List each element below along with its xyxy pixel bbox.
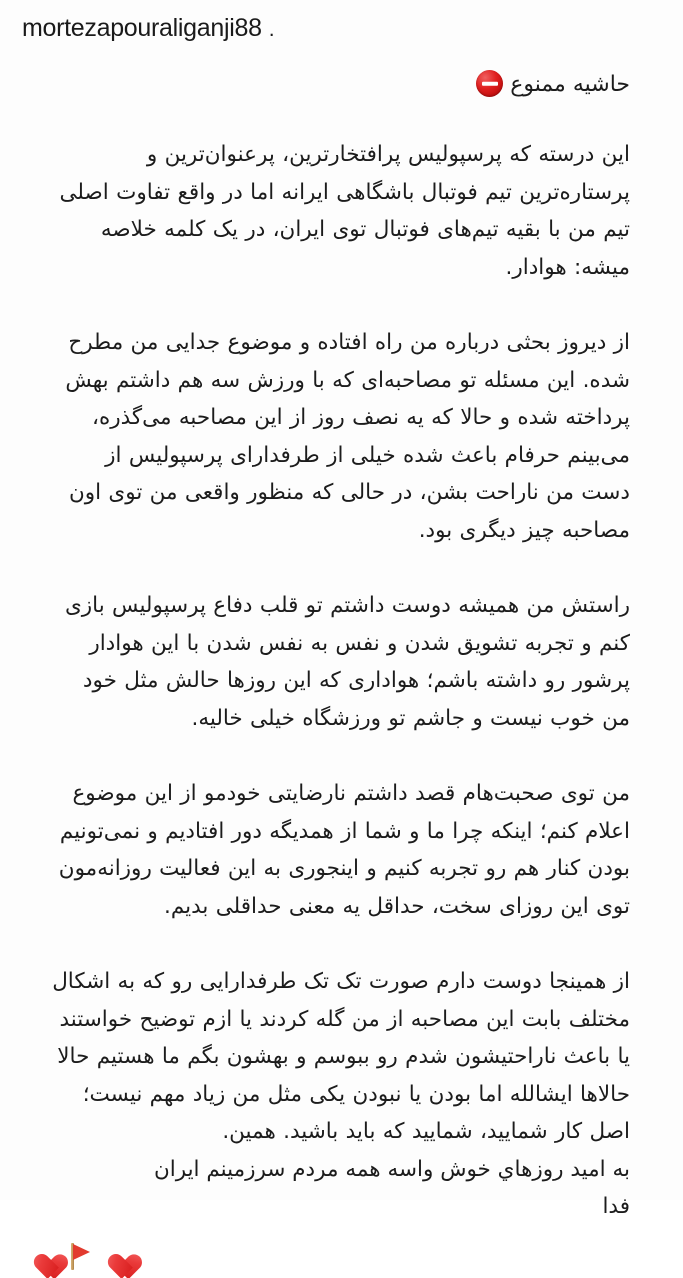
no-entry-icon <box>476 70 503 97</box>
username-label[interactable]: mortezapouraliganji88 <box>22 14 262 42</box>
title-spacer <box>50 102 630 136</box>
post-body <box>0 68 683 1226</box>
closing-line-1: به امید روزهاي خوش واسه همه مردم سرزمینم ایران <box>153 1156 630 1182</box>
username-suffix: . <box>268 18 275 41</box>
paragraph-3: راستش من همیشه دوست داشتم تو قلب دفاع پرسپولیس بازی کنم و تجربه تشویق شدن و نفس به نفس شدن با این هوادار پرشور رو داشته باشم؛ هواداری که این روزها حالش مثل خود من خوب نیست و جاشم تو ورزشگاه خیلی خالیه. <box>64 593 630 731</box>
footer-emoji-row <box>0 1226 683 1272</box>
post-header <box>0 0 683 44</box>
closing-line-2: فدا <box>602 1194 630 1219</box>
red-heart-icon <box>28 1242 58 1270</box>
flag-cloth <box>73 1244 90 1260</box>
paragraph-5: از همینجا دوست دارم صورت تک تک طرفدارایی رو که به اشکال مختلف بابت این مصاحبه از من گله کردند یا ازم توضیح خواستند یا باعث ناراحتیشون شدم رو ببوسم و بهشون بگم ما هستیم حالا حالاها ایشالله اما بودن یا نبودن یکی مثل من زیاد مهم نیست؛ اصل کار شمایید، شمایید که باید باشید. همین. <box>52 969 630 1144</box>
triangular-flag-icon <box>67 1241 93 1271</box>
paragraph-1: این درسته که پرسپولیس پرافتخارترین، پرعنوان‌ترین و پرستاره‌ترین تیم فوتبال باشگاهی ایرانه اما در واقع تفاوت اصلی تیم من با بقیه تیم‌های فوتبال توی ایران، در یک کلمه خلاصه میشه: هوادار. <box>59 142 630 280</box>
paragraph-2: از دیروز بحثی درباره من راه افتاده و موضوع جدایی من مطرح شده. این مسئله تو مصاحبه‌ای که با ورزش سه هم داشتم بهش پرداخته شده و حالا که یه نصف روز از این مصاحبه می‌گذره، می‌بینم حرفام باعث شده خیلی از طرفدارای پرسپولیس از دست من ناراحت بشن، در حالی که منظور واقعی من توی اون مصاحبه چیز دیگری بود. <box>65 330 630 543</box>
paragraph-4: من توی صحبت‌هام قصد داشتم نارضایتی خودمو از این موضوع اعلام کنم؛ اینکه چرا ما و شما از همدیگه دور افتادیم و نمی‌تونیم بودن کنار هم رو تجربه کنیم و اینجوری به این فعالیت روزانه‌مون توی این روزای سخت، حداقل یه معنی حداقلی بدیم. <box>58 781 630 919</box>
red-heart-icon <box>102 1242 132 1270</box>
post-title-text: حاشیه ممنوع <box>510 72 630 97</box>
post-title-line <box>50 68 630 102</box>
